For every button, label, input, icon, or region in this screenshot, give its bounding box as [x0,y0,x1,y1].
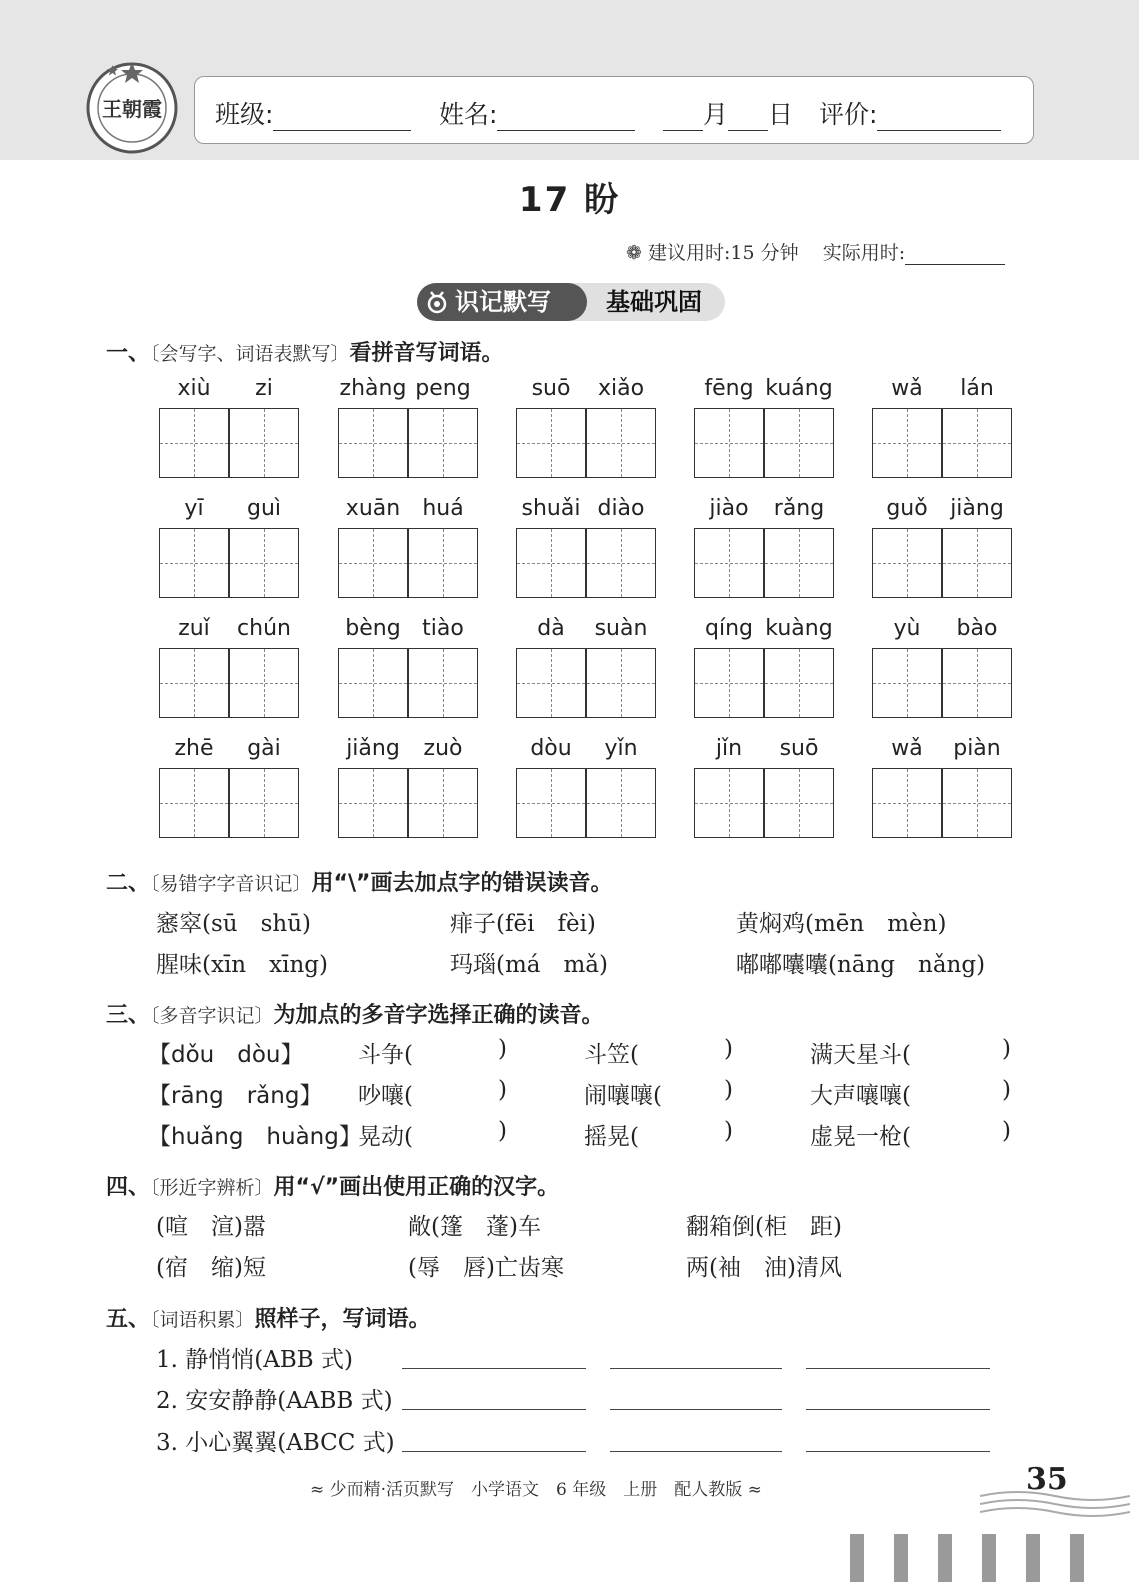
polyphone-item[interactable]: 大声嚷嚷( [810,1083,911,1109]
polyphone-item[interactable]: 吵嚷( [358,1083,413,1109]
pinyin-label: tiào [422,616,464,641]
pinyin-label: zhàng [339,376,407,401]
writing-grid-cell[interactable] [408,528,478,598]
pinyin-label: jiàng [950,496,1004,521]
polyphone-item[interactable]: 闹嚷嚷( [584,1083,662,1109]
writing-grid-cell[interactable] [229,768,299,838]
answer-close-paren: ) [1002,1077,1011,1103]
writing-grid-cell[interactable] [694,768,764,838]
writing-grid-cell[interactable] [586,768,656,838]
section1-heading: 一、〔会写字、词语表默写〕看拼音写词语。 [106,341,504,366]
name-field[interactable]: 姓名: [439,95,635,131]
pinyin-label: suō [531,376,571,401]
pinyin-label: guǒ [886,496,928,521]
s4-item[interactable]: (宿 缩)短 [156,1255,266,1281]
pinyin-label: zuò [423,736,463,761]
answer-close-paren: ) [1002,1118,1011,1144]
pinyin-label: qíng [705,616,753,641]
decor-bar [1070,1534,1084,1582]
pinyin-label: zhē [174,736,214,761]
pinyin-label: chún [237,616,291,641]
pinyin-label: bào [956,616,998,641]
banner-left: 识记默写 [417,283,587,321]
page-number: 35 [1026,1462,1068,1497]
answer-line[interactable] [402,1451,586,1452]
pinyin-label: kuáng [765,376,833,401]
pinyin-label: huá [422,496,464,521]
s5-item: 3. 小心翼翼(ABCC 式) [156,1430,395,1456]
answer-close-paren: ) [498,1118,507,1144]
s2-item[interactable]: 痱子(fēi fèi) [450,911,596,937]
writing-grid-cell[interactable] [516,408,586,478]
answer-line[interactable] [610,1368,782,1369]
s4-item[interactable]: 翻箱倒(柜 距) [686,1214,842,1240]
student-info-box [194,76,1034,144]
polyphone-label: 【huǎng huàng】 [148,1124,362,1150]
writing-grid-cell[interactable] [338,528,408,598]
pinyin-label: zuǐ [178,616,210,641]
decor-bar [1026,1534,1040,1582]
pinyin-label: wǎ [891,376,923,401]
decor-bar [938,1534,952,1582]
writing-grid-cell[interactable] [159,768,229,838]
pinyin-label: jiào [709,496,749,521]
pinyin-label: xiù [177,376,211,401]
section5-heading: 五、〔词语积累〕照样子，写词语。 [106,1307,431,1332]
publisher-logo [86,62,178,154]
pinyin-label: wǎ [891,736,923,761]
pinyin-label: yǐn [604,736,638,761]
banner-right: 基础巩固 [567,283,725,321]
writing-grid-cell[interactable] [338,408,408,478]
pinyin-label: bèng [345,616,401,641]
writing-grid-cell[interactable] [408,408,478,478]
writing-grid-cell[interactable] [694,408,764,478]
class-field[interactable]: 班级: [215,95,411,131]
pinyin-label: jǐn [715,736,743,761]
pinyin-label: piàn [953,736,1001,761]
pinyin-label: gài [247,736,281,761]
answer-close-paren: ) [724,1118,733,1144]
decor-bar [894,1534,908,1582]
writing-grid-cell[interactable] [159,408,229,478]
polyphone-item[interactable]: 满天星斗( [810,1042,911,1068]
answer-close-paren: ) [498,1077,507,1103]
writing-grid-cell[interactable] [942,768,1012,838]
svg-text:王朝霞: 王朝霞 [102,97,162,121]
answer-close-paren: ) [1002,1036,1011,1062]
writing-grid-cell[interactable] [159,528,229,598]
writing-grid-cell[interactable] [159,648,229,718]
answer-line[interactable] [402,1409,586,1410]
answer-close-paren: ) [498,1036,507,1062]
writing-grid-cell[interactable] [516,528,586,598]
writing-grid-cell[interactable] [942,648,1012,718]
wave-decoration [980,1488,1130,1524]
answer-line[interactable] [806,1368,990,1369]
answer-close-paren: ) [724,1077,733,1103]
writing-grid-cell[interactable] [408,648,478,718]
pinyin-label: xuān [345,496,401,521]
decor-bar [982,1534,996,1582]
answer-line[interactable] [806,1409,990,1410]
writing-grid-cell[interactable] [872,768,942,838]
writing-grid-cell[interactable] [764,648,834,718]
writing-grid-cell[interactable] [516,648,586,718]
pinyin-label: xiǎo [597,376,645,401]
writing-grid-cell[interactable] [338,648,408,718]
polyphone-item[interactable]: 斗争( [358,1042,413,1068]
writing-grid-cell[interactable] [586,528,656,598]
answer-line[interactable] [610,1451,782,1452]
writing-grid-cell[interactable] [229,648,299,718]
section2-heading: 二、〔易错字字音识记〕用“\”画去加点字的错误读音。 [106,871,613,896]
polyphone-item[interactable]: 摇晃( [584,1124,639,1150]
pinyin-label: peng [415,376,471,401]
pinyin-label: yù [893,616,921,641]
writing-grid-cell[interactable] [872,408,942,478]
pinyin-label: jiǎng [346,736,400,761]
s4-item[interactable]: 两(袖 油)清风 [686,1255,842,1281]
pinyin-label: shuǎi [521,496,581,521]
writing-grid-cell[interactable] [942,528,1012,598]
answer-line[interactable] [610,1409,782,1410]
section4-heading: 四、〔形近字辨析〕用“√”画出使用正确的汉字。 [106,1175,560,1200]
polyphone-label: 【rāng rǎng】 [148,1083,323,1109]
pinyin-label: suàn [594,616,648,641]
writing-grid-cell[interactable] [229,408,299,478]
answer-close-paren: ) [724,1036,733,1062]
writing-grid-cell[interactable] [872,528,942,598]
polyphone-item[interactable]: 虚晃一枪( [810,1124,911,1150]
eval-field[interactable]: 评价: [819,95,1001,131]
answer-line[interactable] [806,1451,990,1452]
writing-grid-cell[interactable] [338,768,408,838]
s4-item[interactable]: 敞(篷 蓬)车 [408,1214,541,1240]
time-hint: ❁ 建议用时:15 分钟 实际用时: [626,238,1005,265]
writing-grid-cell[interactable] [872,648,942,718]
pinyin-label: kuàng [765,616,833,641]
pinyin-label: zi [255,376,273,401]
polyphone-item[interactable]: 斗笠( [584,1042,639,1068]
s5-item: 2. 安安静静(AABB 式) [156,1388,393,1414]
s2-item[interactable]: 黄焖鸡(mēn mèn) [736,911,947,937]
pinyin-label: lán [960,376,994,401]
medal-icon [425,290,449,314]
writing-grid-cell[interactable] [764,528,834,598]
writing-grid-cell[interactable] [408,768,478,838]
footer-text: ≈ 少而精·活页默写 小学语文 6 年级 上册 配人教版 ≈ [310,1480,762,1500]
pinyin-label: fēng [704,376,754,401]
writing-grid-cell[interactable] [694,528,764,598]
writing-grid-cell[interactable] [694,648,764,718]
writing-grid-cell[interactable] [516,768,586,838]
writing-grid-cell[interactable] [586,648,656,718]
s5-item: 1. 静悄悄(ABB 式) [156,1347,353,1373]
section3-heading: 三、〔多音字识记〕为加点的多音字选择正确的读音。 [106,1003,604,1028]
polyphone-label: 【dǒu dòu】 [148,1042,304,1068]
s4-item[interactable]: (辱 唇)亡齿寒 [408,1255,564,1281]
s2-item[interactable]: 玛瑙(má mǎ) [450,952,608,978]
date-field[interactable]: 月 日 [663,95,793,131]
decor-bar [850,1534,864,1582]
s4-item[interactable]: (喧 渲)嚣 [156,1214,266,1240]
answer-line[interactable] [402,1368,586,1369]
pinyin-label: dà [537,616,565,641]
pinyin-label: dòu [530,736,572,761]
pinyin-label: diào [597,496,645,521]
writing-grid-cell[interactable] [229,528,299,598]
writing-grid-cell[interactable] [586,408,656,478]
pinyin-label: suō [779,736,819,761]
writing-grid-cell[interactable] [764,768,834,838]
s2-item[interactable]: 窸窣(sū shū) [156,911,311,937]
pinyin-label: rǎng [773,496,825,521]
s2-item[interactable]: 腥味(xīn xīng) [156,952,328,978]
clock-icon: ❁ [626,242,642,264]
pinyin-label: guì [246,496,282,521]
s2-item[interactable]: 嘟嘟囔囔(nāng nǎng) [736,952,986,978]
writing-grid-cell[interactable] [764,408,834,478]
pinyin-label: yī [184,496,204,521]
writing-grid-cell[interactable] [942,408,1012,478]
section-banner [417,283,725,321]
page-title: 17 盼 [518,180,621,220]
polyphone-item[interactable]: 晃动( [358,1124,413,1150]
